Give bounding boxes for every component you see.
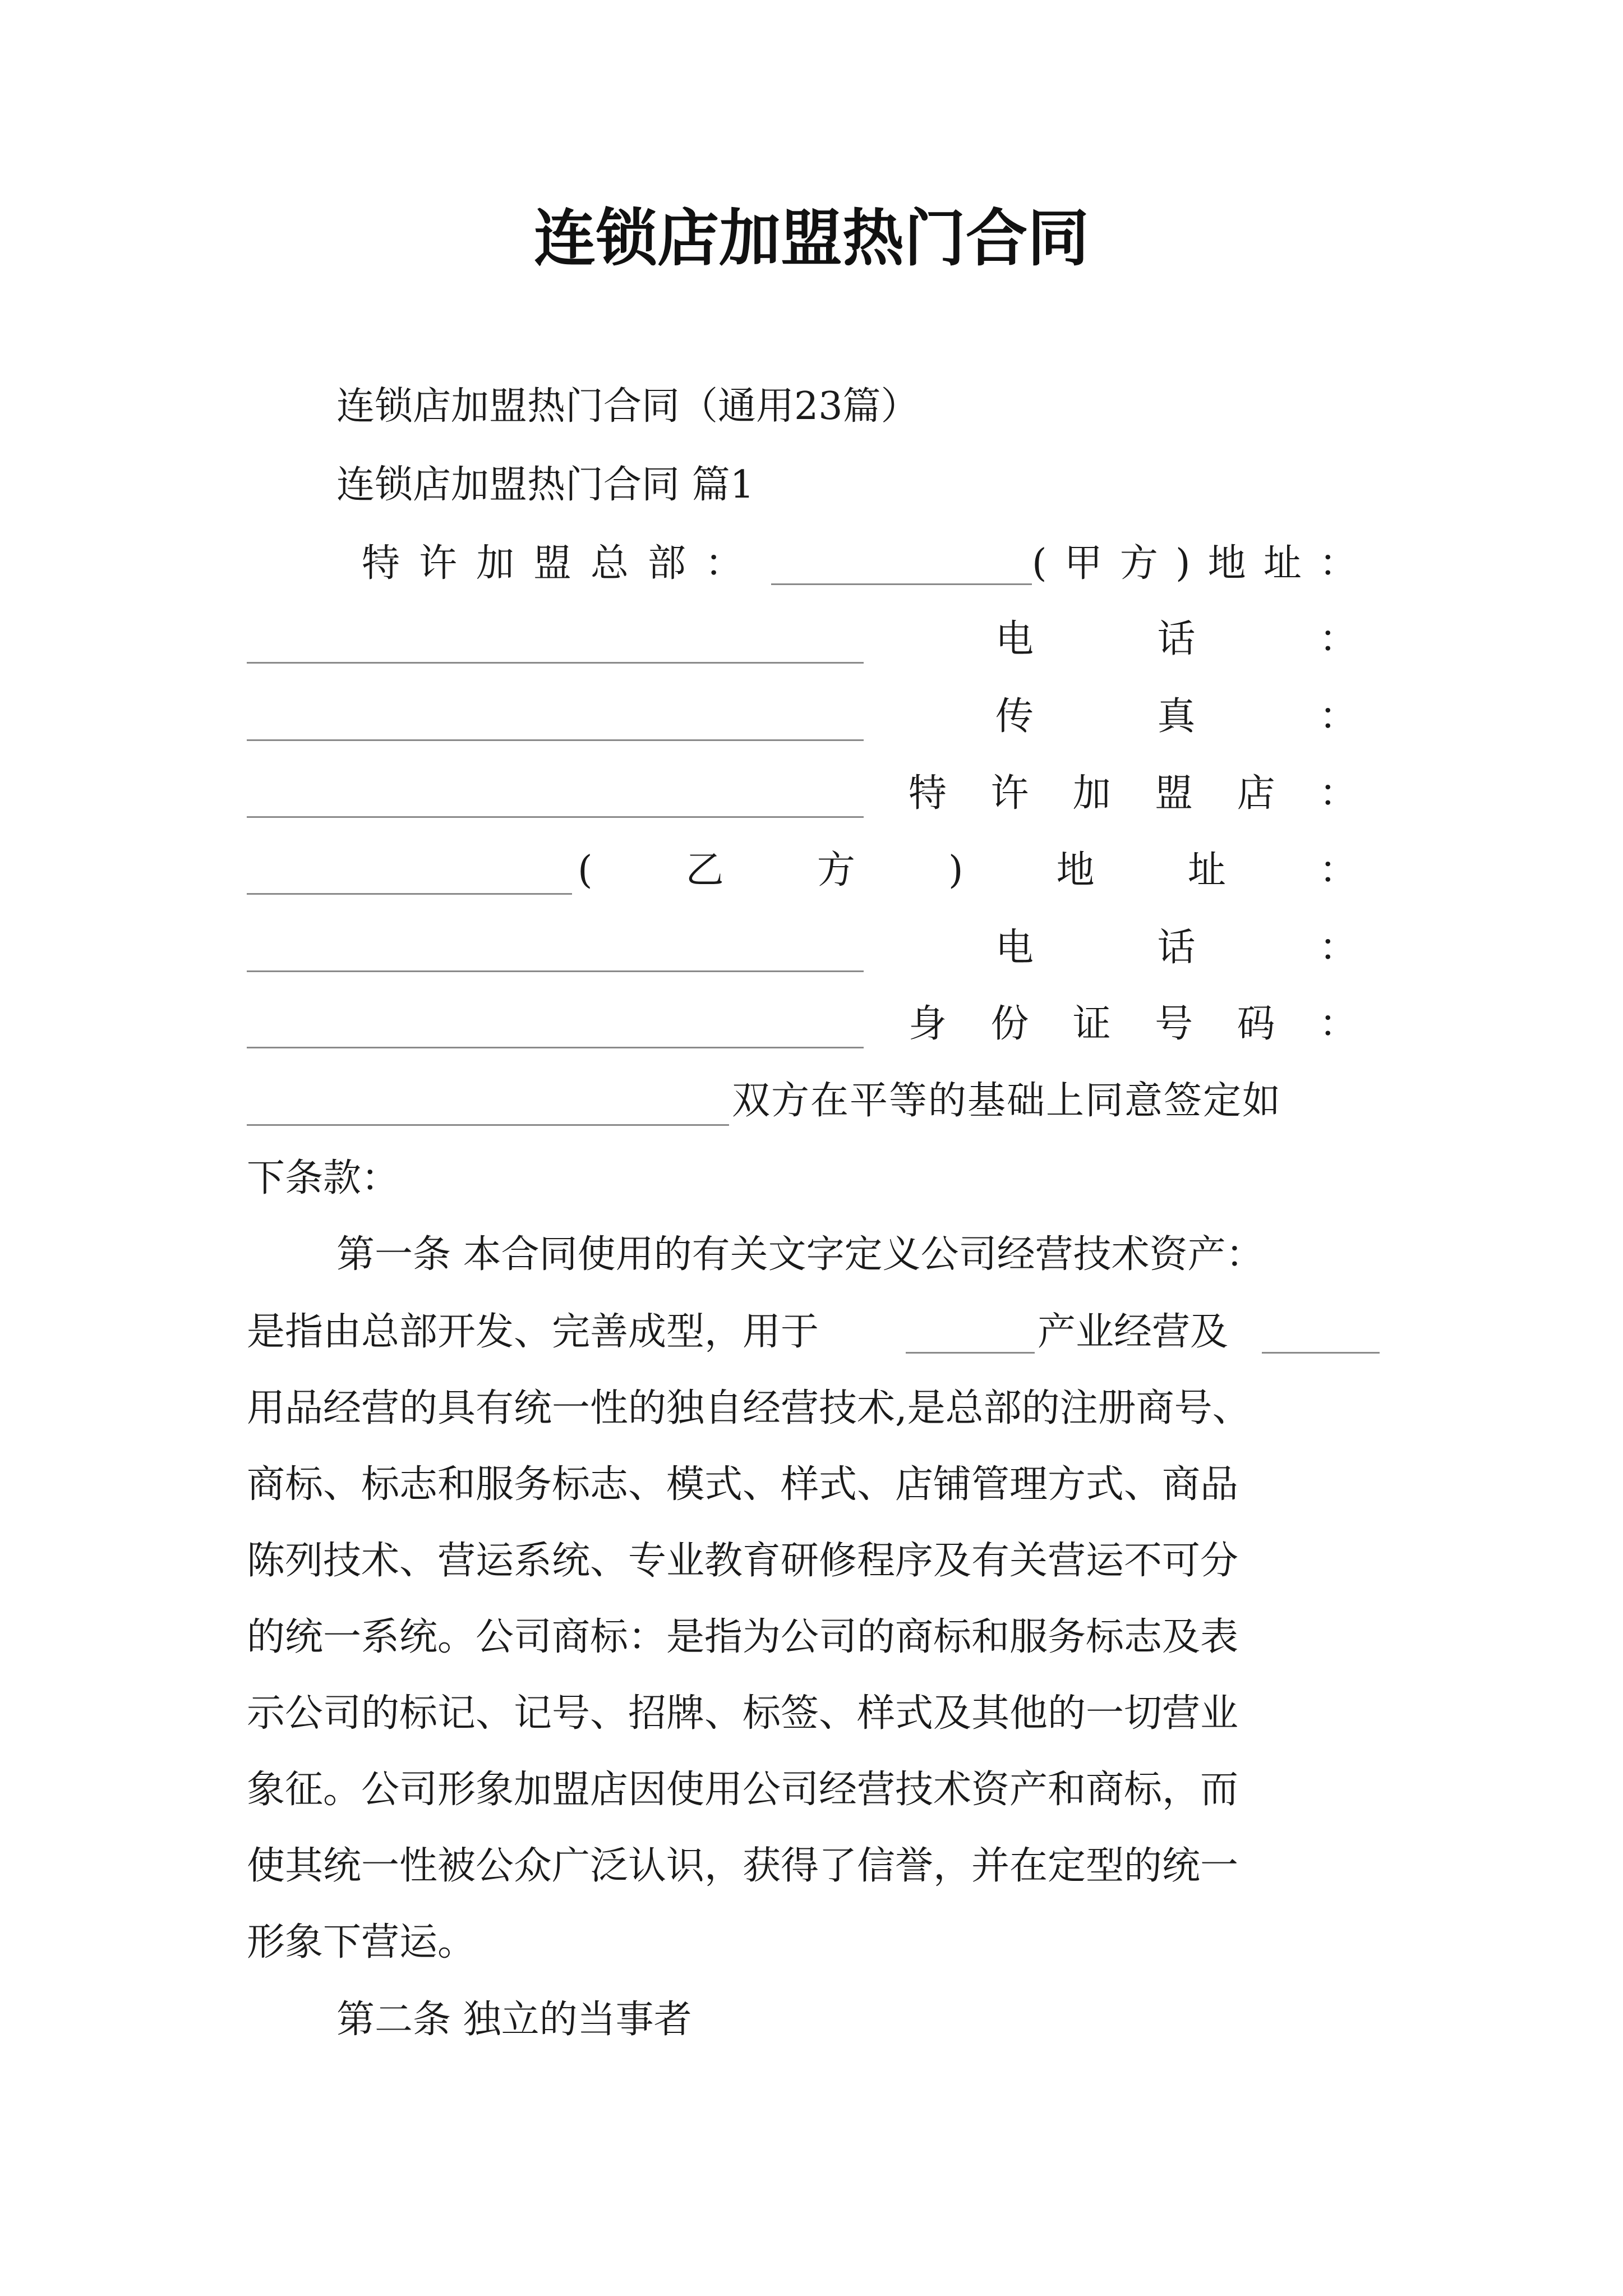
hq-blank[interactable] — [771, 583, 1032, 585]
article1-line: 产业经营及 — [1038, 1310, 1229, 1354]
fax-label — [995, 692, 1357, 742]
phone2-label — [995, 923, 1357, 973]
form-char: 电 — [995, 926, 1034, 970]
form-char: 址 — [1263, 541, 1302, 586]
document-title: 连锁店加盟热门合同 — [534, 203, 1089, 274]
form-char: 证 — [1072, 1002, 1111, 1046]
hq-address-label — [1032, 539, 1357, 589]
form-char: 总 — [590, 541, 629, 586]
form-char: ： — [1318, 926, 1357, 970]
document-subtitle: 连锁店加盟热门合同（通用23篇） — [336, 384, 919, 429]
article1-line: 的统一系统。公司商标：是指为公司的商标和服务标志及表 — [247, 1615, 1239, 1659]
form-char: 特 — [909, 771, 947, 816]
form-char: 码 — [1237, 1002, 1275, 1046]
form-char: 盟 — [1155, 771, 1193, 816]
form-char: 话 — [1157, 926, 1196, 970]
phone2-blank[interactable] — [247, 1047, 864, 1048]
article2-heading: 第二条 独立的当事者 — [336, 1998, 692, 2042]
form-char: 加 — [476, 541, 514, 586]
id-label — [909, 999, 1357, 1050]
form-char: 许 — [990, 771, 1029, 816]
form-char: 部 — [647, 541, 686, 586]
form-char: 店 — [1237, 771, 1275, 816]
partyb-address-blank[interactable] — [247, 970, 864, 972]
form-char: 特 — [362, 541, 400, 586]
form-char: ( — [578, 848, 593, 892]
form-char: ： — [1318, 617, 1357, 661]
form-char: ) — [948, 848, 963, 892]
store-blank[interactable] — [247, 893, 572, 895]
form-char: 许 — [418, 541, 457, 586]
form-char: 地 — [1207, 541, 1246, 586]
form-char: 甲 — [1064, 541, 1103, 586]
article1-line: 示公司的标记、记号、招牌、标签、样式及其他的一切营业 — [247, 1691, 1239, 1736]
article1-line: 用品经营的具有统一性的独自经营技术,是总部的注册商号、 — [247, 1386, 1251, 1430]
fax-blank[interactable] — [247, 816, 864, 818]
phone-label — [995, 614, 1357, 665]
article1-line: 商标、标志和服务标志、模式、样式、店铺管理方式、商品 — [247, 1462, 1239, 1507]
form-char: 真 — [1157, 694, 1196, 739]
article1-line: 第一条 本合同使用的有关文字定义公司经营技术资产： — [336, 1232, 1264, 1277]
products-blank[interactable] — [1262, 1352, 1380, 1354]
form-char: ： — [1318, 694, 1357, 739]
id-blank[interactable] — [247, 1124, 729, 1126]
form-char: 加 — [1072, 771, 1111, 816]
phone-blank[interactable] — [247, 739, 864, 741]
store-label — [909, 769, 1357, 819]
form-char: ： — [704, 541, 743, 586]
article1-line: 象征。公司形象加盟店因使用公司经营技术资产和商标，而 — [247, 1768, 1239, 1812]
form-char: 乙 — [685, 848, 724, 892]
article1-line: 使其统一性被公众广泛认识，获得了信誉，并在定型的统一 — [247, 1844, 1239, 1888]
part-heading: 连锁店加盟热门合同 篇1 — [336, 463, 754, 507]
form-char: ) — [1175, 541, 1191, 586]
partyb-address-label — [578, 845, 1357, 896]
industry-blank[interactable] — [906, 1352, 1035, 1354]
form-char: 方 — [1119, 541, 1158, 586]
form-char: 身 — [909, 1002, 947, 1046]
form-char: 方 — [817, 848, 855, 892]
form-char: 传 — [995, 694, 1034, 739]
article1-line: 形象下营运。 — [247, 1920, 476, 1964]
form-char: 址 — [1187, 848, 1226, 892]
form-char: 号 — [1155, 1002, 1193, 1046]
form-char: 话 — [1157, 617, 1196, 661]
form-char: ： — [1318, 1002, 1357, 1046]
article1-line: 是指由总部开发、完善成型，用于 — [247, 1310, 819, 1354]
hq-label — [362, 539, 743, 589]
address-blank[interactable] — [247, 662, 864, 664]
form-char: ： — [1318, 771, 1357, 816]
agree-continued: 下条款： — [247, 1156, 400, 1200]
form-char: 份 — [990, 1002, 1029, 1046]
form-char: ： — [1318, 848, 1357, 892]
agree-text: 双方在平等的基础上同意签定如 — [732, 1079, 1282, 1123]
form-char: ： — [1318, 541, 1357, 586]
form-char: 盟 — [533, 541, 571, 586]
form-char: 电 — [995, 617, 1034, 661]
form-char: 地 — [1056, 848, 1095, 892]
article1-line: 陈列技术、营运系统、专业教育研修程序及有关营运不可分 — [247, 1539, 1239, 1583]
form-char: ( — [1032, 541, 1047, 586]
